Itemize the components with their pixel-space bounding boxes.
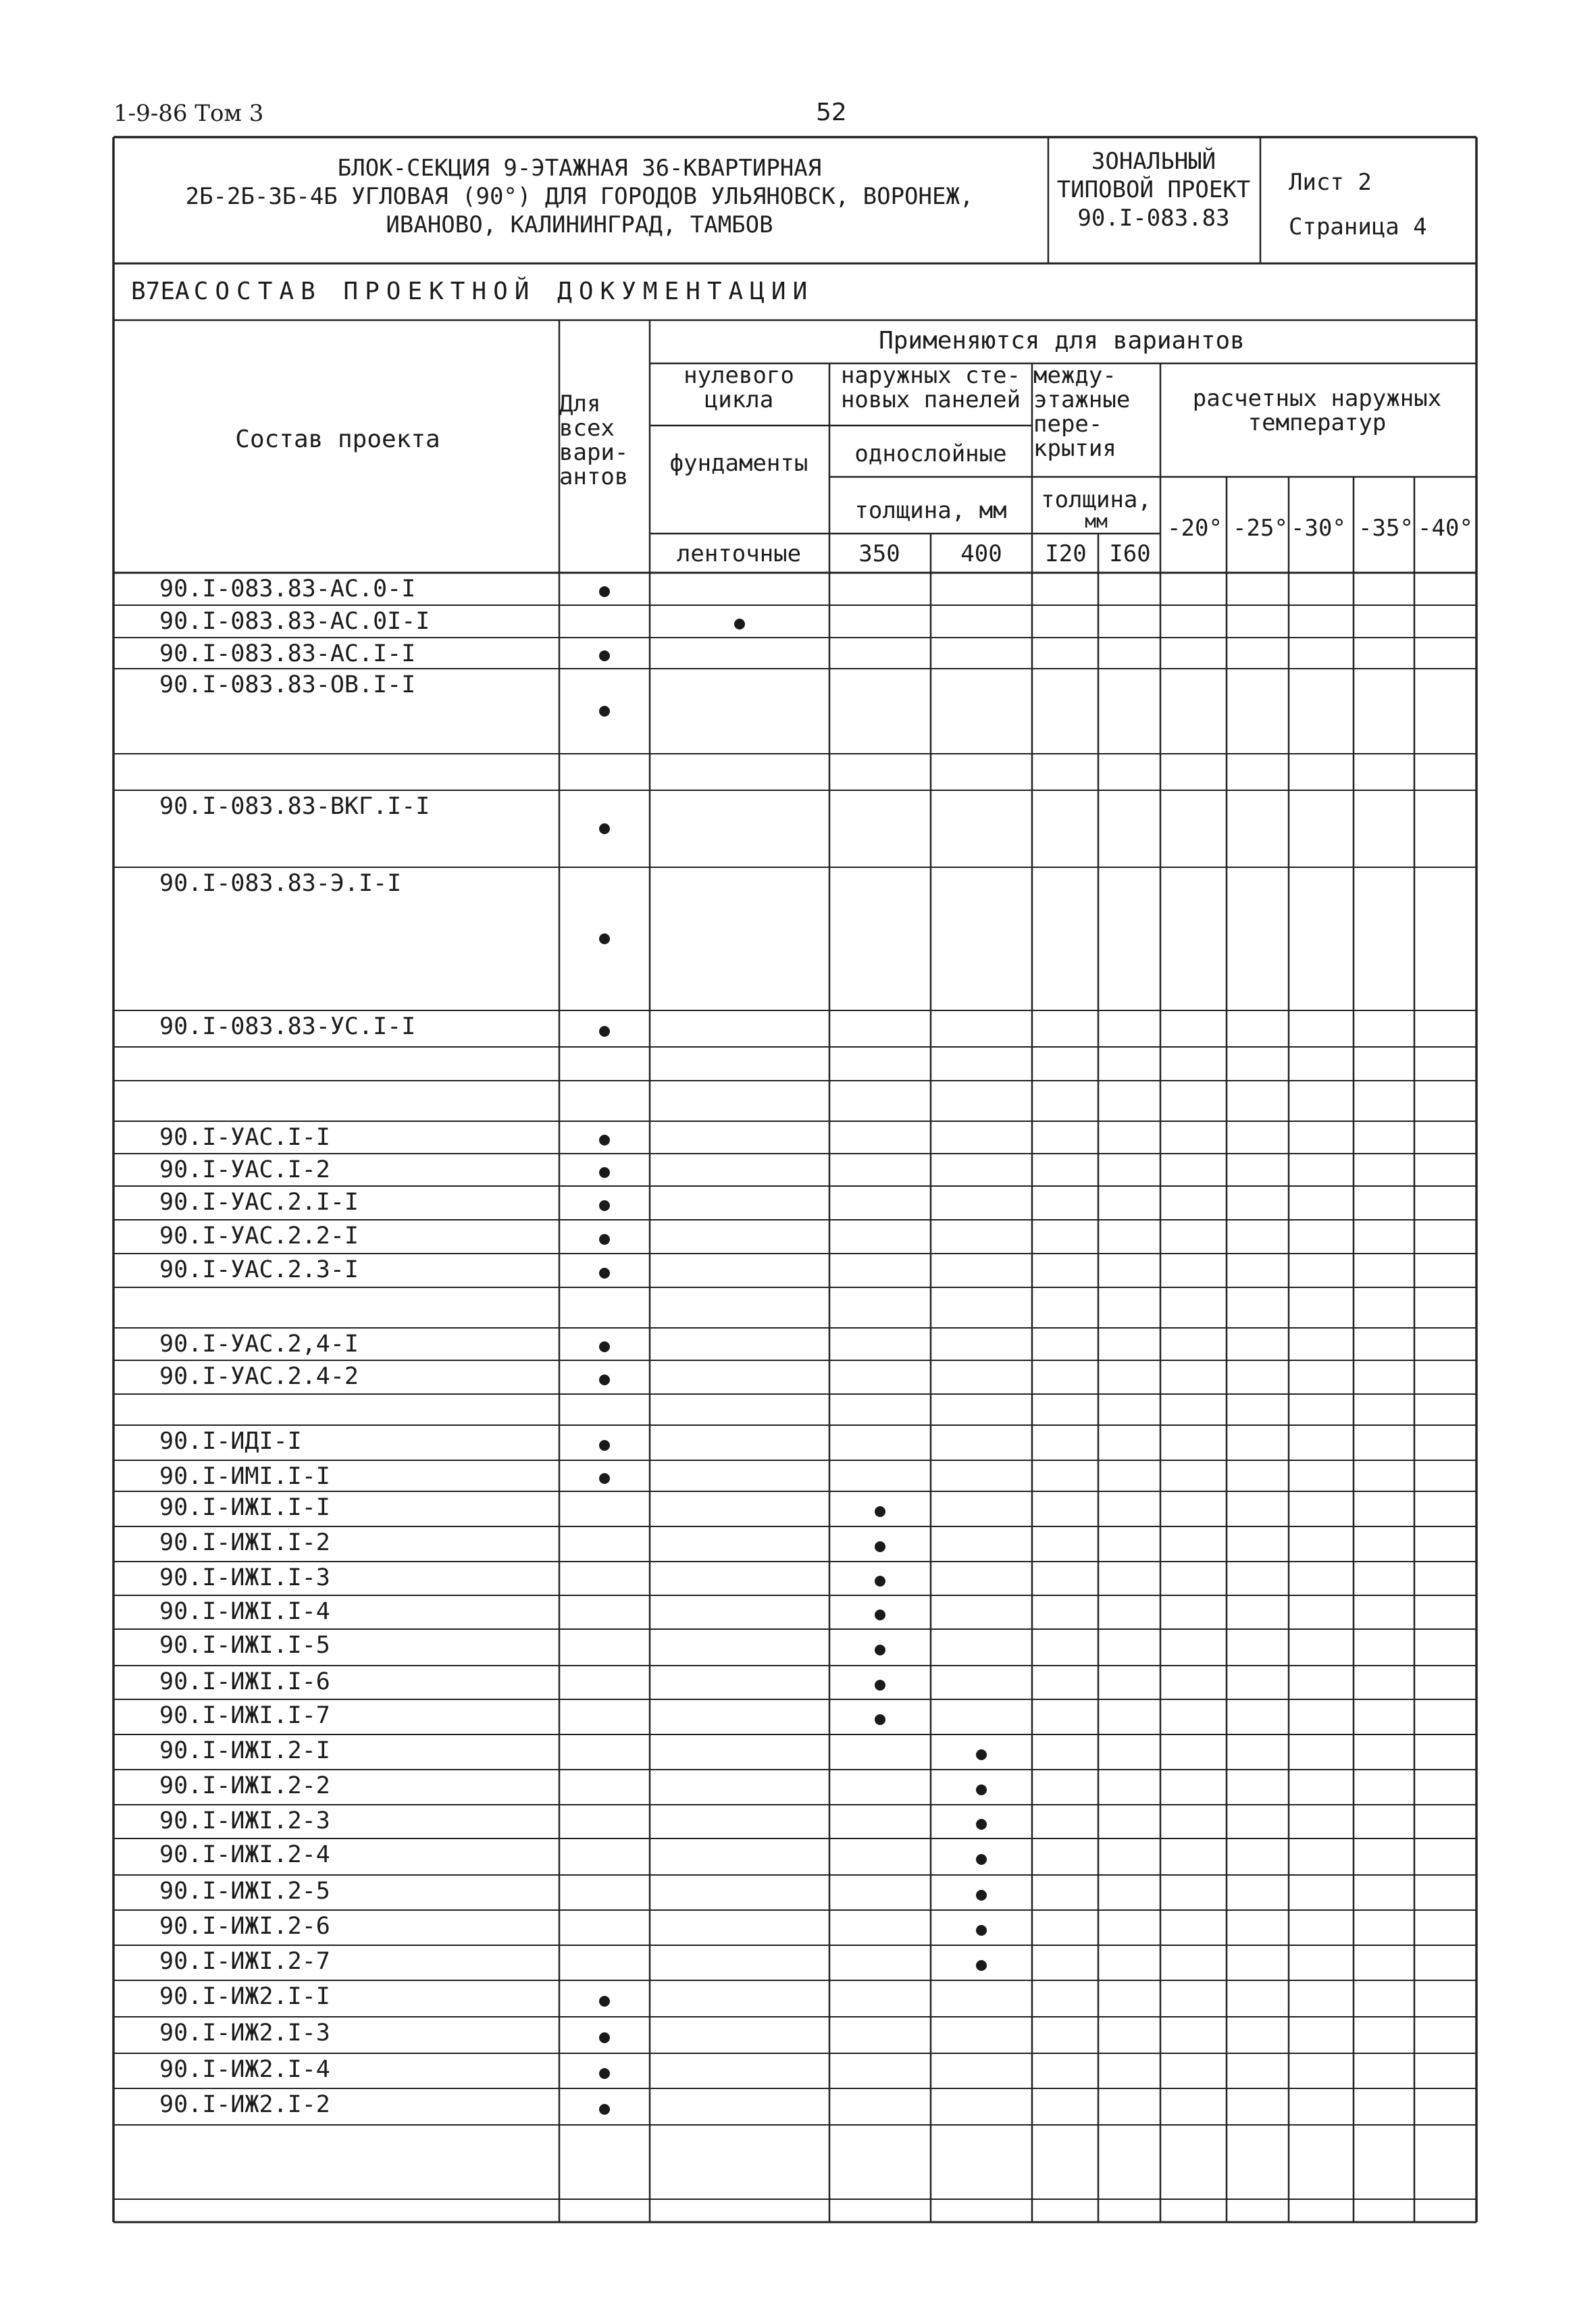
sheet-label: Лист 2 [1289, 169, 1372, 196]
applicability-dot [976, 1960, 987, 1971]
applicability-dot [875, 1541, 885, 1552]
section-title [131, 278, 814, 305]
applicability-dot [599, 1341, 610, 1352]
applicability-dot [734, 619, 745, 629]
col-head-temp-40: -40° [1418, 515, 1473, 542]
project-line: ЗОНАЛЬНЫЙ [1091, 148, 1216, 175]
applicability-dot [599, 1026, 610, 1037]
row-label: 90.I-ИМI.I-I [159, 1463, 330, 1490]
col-head-all-variants [559, 392, 647, 489]
row-label: 90.I-ИЖI.I-I [159, 1494, 330, 1521]
head-line: вари- [559, 439, 629, 466]
row-label: 90.I-083.83-АС.I-I [159, 640, 416, 667]
head-line: всех [559, 415, 615, 442]
row-label: 90.I-УАС.I-2 [159, 1156, 330, 1183]
row-label: 90.I-ИЖI.I-4 [159, 1598, 330, 1625]
applicability-dot [599, 1473, 610, 1484]
col-head-floor-thickness [1032, 488, 1160, 531]
row-label: 90.I-УАС.2.4-2 [159, 1363, 359, 1390]
head-line: цикла [704, 386, 774, 413]
applicability-dot [599, 2104, 610, 2115]
head-line: антов [559, 463, 629, 490]
head-line: крытия [1033, 435, 1116, 462]
head-line: толщина, [1041, 486, 1152, 513]
applicability-dot [599, 1268, 610, 1279]
col-head-foundations: фундаменты [669, 450, 808, 477]
project-line: 90.I-083.83 [1077, 205, 1230, 232]
applicability-dot [875, 1680, 885, 1691]
row-label: 90.I-083.83-ВКГ.I-I [159, 793, 430, 820]
applicability-dot [599, 2068, 610, 2079]
col-head-zero-cycle [650, 363, 828, 412]
col-head-temps [1160, 386, 1474, 435]
applicability-dot [875, 1576, 885, 1587]
row-label: 90.I-ИЖI.2-3 [159, 1807, 330, 1834]
applicability-dot [599, 1200, 610, 1211]
row-label: 90.I-УАС.I-I [159, 1124, 330, 1151]
row-label: 90.I-ИЖI.I-3 [159, 1564, 330, 1591]
title-line: ИВАНОВО, КАЛИНИНГРАД, ТАМБОВ [386, 211, 773, 238]
row-label: 90.I-ИЖ2.I-2 [159, 2091, 330, 2118]
section-heading: СОСТАВ ПРОЕКТНОЙ ДОКУМЕНТАЦИИ [193, 278, 815, 305]
applicability-dot [976, 1925, 987, 1936]
head-line: наружных сте- [840, 362, 1021, 389]
col-head-160: I60 [1109, 540, 1151, 567]
col-head-composition: Состав проекта [235, 426, 440, 453]
section-code: В7ЕА [131, 278, 190, 305]
row-label: 90.I-ИЖI.I-7 [159, 1702, 330, 1729]
applicability-dot [599, 1167, 610, 1178]
col-head-temp-30: -30° [1291, 515, 1346, 542]
row-label: 90.I-ИЖI.I-2 [159, 1529, 330, 1556]
row-label: 90.I-ИЖ2.I-3 [159, 2020, 330, 2047]
col-head-thickness: толщина, мм [854, 497, 1007, 524]
applicability-dot [599, 1135, 610, 1146]
document-series-label: 1-9-86 Том 3 [113, 100, 264, 127]
applicability-dot [976, 1749, 987, 1760]
col-head-temp-35: -35° [1358, 515, 1414, 542]
col-head-floors [1033, 363, 1155, 461]
applicability-dot [976, 1890, 987, 1901]
row-label: 90.I-ИЖI.2-I [159, 1737, 330, 1764]
row-label: 90.I-ИЖI.2-2 [159, 1772, 330, 1799]
title-line: БЛОК-СЕКЦИЯ 9-ЭТАЖНАЯ 36-КВАРТИРНАЯ [337, 155, 822, 182]
row-label: 90.I-083.83-Э.I-I [159, 870, 402, 897]
row-label: 90.I-ИЖI.2-4 [159, 1841, 330, 1868]
col-head-400: 400 [960, 540, 1002, 567]
row-label: 90.I-УАС.2.3-I [159, 1256, 359, 1283]
row-label: 90.I-УАС.2,4-I [159, 1331, 359, 1358]
row-label: 90.I-083.83-УС.I-I [159, 1013, 416, 1040]
row-label: 90.I-ИЖI.2-6 [159, 1913, 330, 1940]
head-line: нулевого [684, 362, 794, 389]
document-title [113, 154, 1046, 239]
applicability-dot [599, 1996, 610, 2007]
applicability-dot [599, 650, 610, 661]
applicability-dot [599, 706, 610, 717]
row-label: 90.I-ИЖI.I-6 [159, 1668, 330, 1695]
col-head-120: I20 [1045, 540, 1087, 567]
title-line: 2Б-2Б-3Б-4Б УГЛОВАЯ (90°) ДЛЯ ГОРОДОВ УЛЬЯНОВСК, ВОРОНЕЖ, [185, 183, 974, 210]
col-head-single-layer: однослойные [854, 440, 1007, 467]
applicability-dot [599, 2032, 610, 2043]
head-line: Для [559, 390, 601, 417]
col-head-temp-25: -25° [1233, 515, 1288, 542]
applicability-dot [875, 1610, 885, 1620]
project-line: ТИПОВОЙ ПРОЕКТ [1056, 176, 1251, 203]
applicability-dot [976, 1784, 987, 1795]
applicability-dot [599, 1374, 610, 1385]
applicability-dot [599, 933, 610, 944]
col-head-temp-20: -20° [1167, 515, 1222, 542]
col-head-outer-walls [829, 363, 1032, 412]
row-label: 90.I-ИЖI.2-5 [159, 1878, 330, 1905]
row-label: 90.I-ИЖ2.I-4 [159, 2056, 330, 2083]
row-label: 90.I-083.83-АС.0I-I [159, 608, 430, 635]
project-code-block [1048, 147, 1259, 232]
applicability-dot [875, 1506, 885, 1517]
applicability-dot [599, 586, 610, 597]
col-head-applied: Применяются для вариантов [879, 327, 1245, 355]
applicability-dot [599, 1440, 610, 1451]
applicability-dot [599, 823, 610, 834]
row-label: 90.I-083.83-ОВ.I-I [159, 671, 416, 698]
head-line: новых панелей [840, 386, 1021, 413]
row-label: 90.I-ИДI-I [159, 1428, 302, 1455]
row-label: 90.I-083.83-АС.0-I [159, 575, 416, 602]
row-label: 90.I-УАС.2.2-I [159, 1223, 359, 1250]
head-line: этажные [1033, 386, 1131, 413]
col-head-strip: ленточные [676, 540, 802, 567]
head-line: расчетных наружных [1192, 385, 1442, 412]
page-number: 52 [816, 99, 847, 126]
row-label: 90.I-ИЖ2.I-I [159, 1983, 330, 2010]
head-line: температур [1247, 409, 1387, 436]
head-line: пере- [1033, 411, 1103, 438]
applicability-dot [599, 1234, 610, 1245]
page-label: Страница 4 [1289, 213, 1427, 240]
applicability-dot [976, 1854, 987, 1865]
row-label: 90.I-ИЖI.I-5 [159, 1632, 330, 1659]
head-line: междy- [1033, 362, 1116, 389]
col-head-350: 350 [858, 540, 900, 567]
applicability-dot [875, 1714, 885, 1725]
applicability-dot [976, 1819, 987, 1830]
head-line: мм [1085, 510, 1108, 532]
row-label: 90.I-ИЖI.2-7 [159, 1948, 330, 1975]
row-label: 90.I-УАС.2.I-I [159, 1189, 359, 1216]
applicability-dot [875, 1645, 885, 1655]
